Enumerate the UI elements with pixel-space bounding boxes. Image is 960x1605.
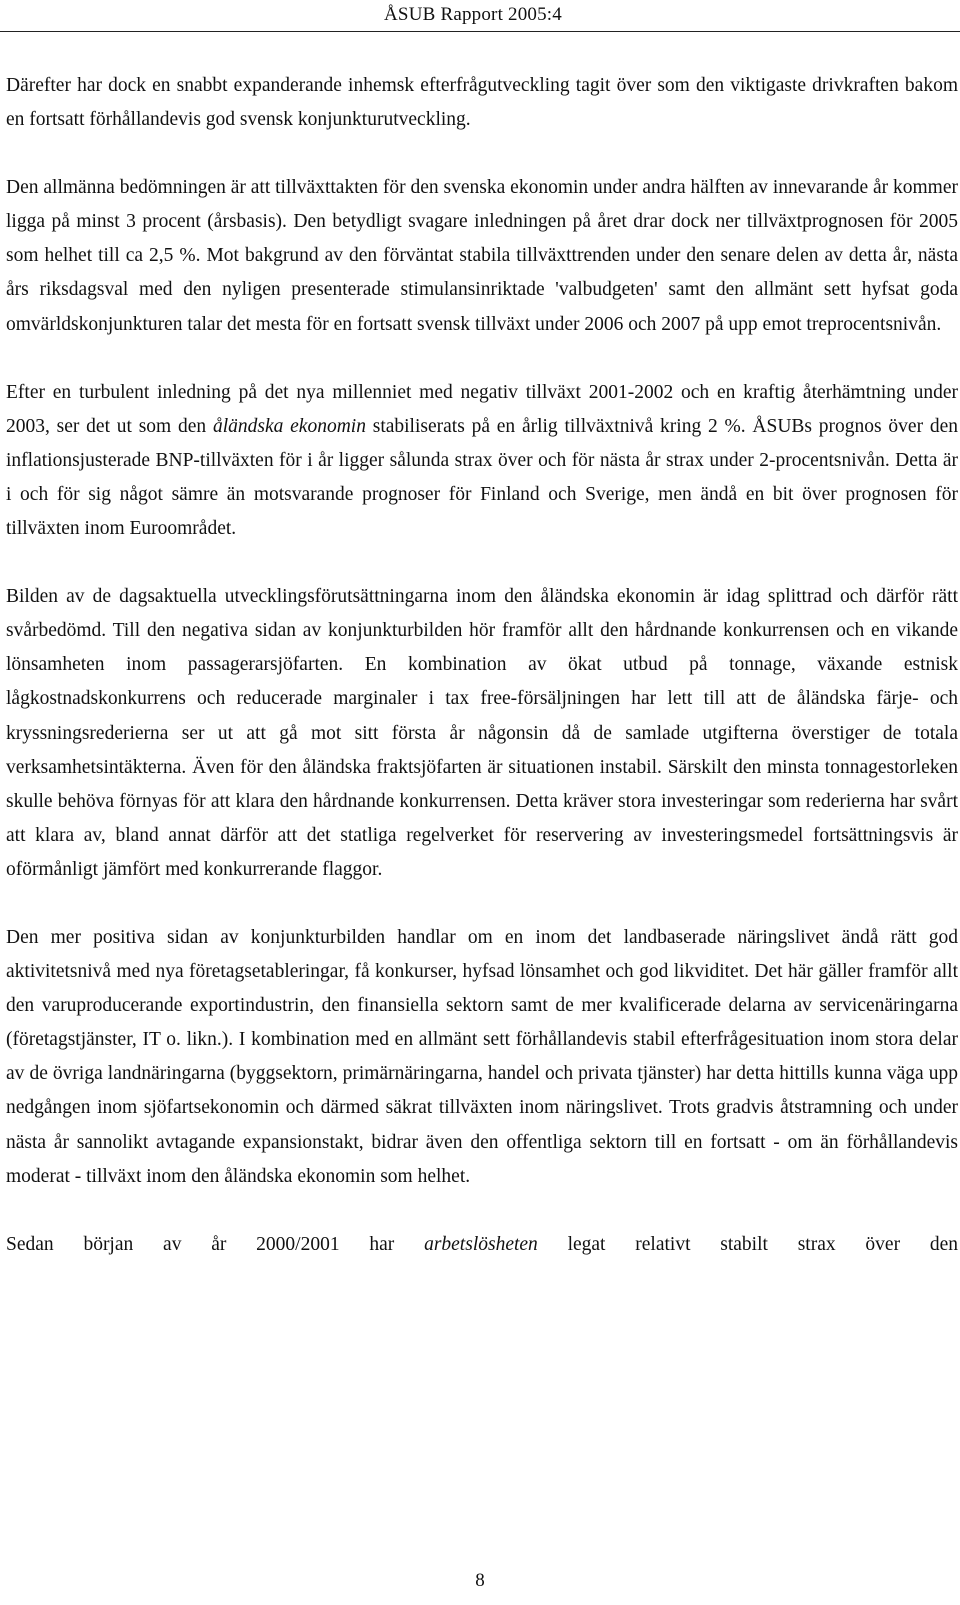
- paragraph-2: Den allmänna bedömningen är att tillväxttakten för den svenska ekonomin under andra hälften av innevarande år kommer ligga på minst 3 procent (årsbasis). Den betydligt svagare inledningen på året drar dock ner tillväxtprognosen för 2005 som helhet till ca 2,5 %. Mot bakgrund av den förväntat stabila tillväxttrenden under den senare delen av detta år, nästa års riksdagsval med den nyligen presenterade stimulansinriktade 'valbudgeten' samt den allmänt sett hyfsat goda omvärldskonjunkturen talar det mesta för en fortsatt svensk tillväxt under 2006 och 2007 på upp emot treprocentsnivån.: [6, 177, 958, 335]
- header-divider: [0, 31, 960, 32]
- report-title: ÅSUB Rapport 2005:4: [384, 4, 562, 25]
- paragraph-3-before: Efter en turbulent inledning på det nya millenniet med negativ tillväxt 2001-2002 och en kraftig återhämtning under 2003, ser det ut som den: [6, 381, 958, 437]
- paragraph-5: Den mer positiva sidan av konjunkturbilden handlar om en inom det landbaserade näringslivet ändå rätt god aktivitetsnivå med nya företagsetableringar, få konkurser, hyfsad lönsamhet och god likviditet. Det här gäller framför allt den varuproducerande exportindustrin, den finansiella sektorn samt de mer kvalificerade delarna av servicenäringarna (företagstjänster, IT o. likn.). I kombination med en allmänt sett förhållandevis stabil efterfrågesituation inom stora delar av de övriga landnäringarna (byggsektorn, primärnäringarna, handel och privata tjänster) har detta hittills kunna väga upp nedgången inom sjöfartsekonomin och därmed säkrat tillväxten inom näringslivet. Trots gradvis åtstramning och under nästa år sannolikt avtagande expansionstakt, bidrar även den offentliga sektorn till en fortsatt - om än förhållandevis moderat - tillväxt inom den åländska ekonomin som helhet.: [6, 926, 958, 1187]
- page-header: [0, 0, 960, 36]
- paragraph-3: [6, 376, 958, 546]
- document-body: [6, 69, 958, 1262]
- paragraph-1: Därefter har dock en snabbt expanderande inhemsk efterfrågutveckling tagit över som den viktigaste drivkraften bakom en fortsatt förhållandevis god svensk konjunkturutveckling.: [6, 75, 958, 131]
- paragraph-4: Bilden av de dagsaktuella utvecklingsförutsättningarna inom den åländska ekonomin är idag splittrad och därför rätt svårbedömd. Till den negativa sidan av konjunkturbilden hör framför allt den hårdnande konkurrensen och en vikande lönsamheten inom passagerarsjöfarten. En kombination av ökat utbud på tonnage, växande estnisk lågkostnadskonkurrens och reducerade marginaler i tax free-försäljningen har lett till att de åländska färje- och kryssningsrederierna ser ut att gå mot sitt första år någonsin då de samlade utgifterna överstiger de totala verksamhetsintäkterna. Även för den åländska fraktsjöfarten är situationen instabil. Särskilt den minsta tonnagestorleken skulle behöva förnyas för att klara den hårdnande konkurrensen. Detta kräver stora investeringar som rederierna har svårt att klara av, bland annat därför att det statliga regelverket för reservering av investeringsmedel fortsättningsvis är oförmånligt jämfört med konkurrerande flaggor.: [6, 586, 958, 880]
- emphasis-unemployment: arbetslösheten: [424, 1233, 538, 1255]
- paragraph-6: [6, 1228, 958, 1262]
- emphasis-aland-economy: åländska ekonomin: [212, 415, 366, 437]
- paragraph-6-before: Sedan början av år 2000/2001 har: [6, 1233, 425, 1255]
- paragraph-6-after: legat relativt stabilt strax över den: [537, 1233, 959, 1255]
- paragraph-3-after: stabiliserats på en årlig tillväxtnivå kring 2 %. ÅSUBs prognos över den inflationsjusterade BNP-tillväxten för i år ligger sålunda strax över och för nästa år strax under 2-procentsnivån. Detta är i och för sig något sämre än motsvarande prognoser för Finland och Sverige, men ändå en bit över prognosen för tillväxten inom Euroområdet.: [6, 415, 958, 540]
- page-number: 8: [475, 1570, 485, 1591]
